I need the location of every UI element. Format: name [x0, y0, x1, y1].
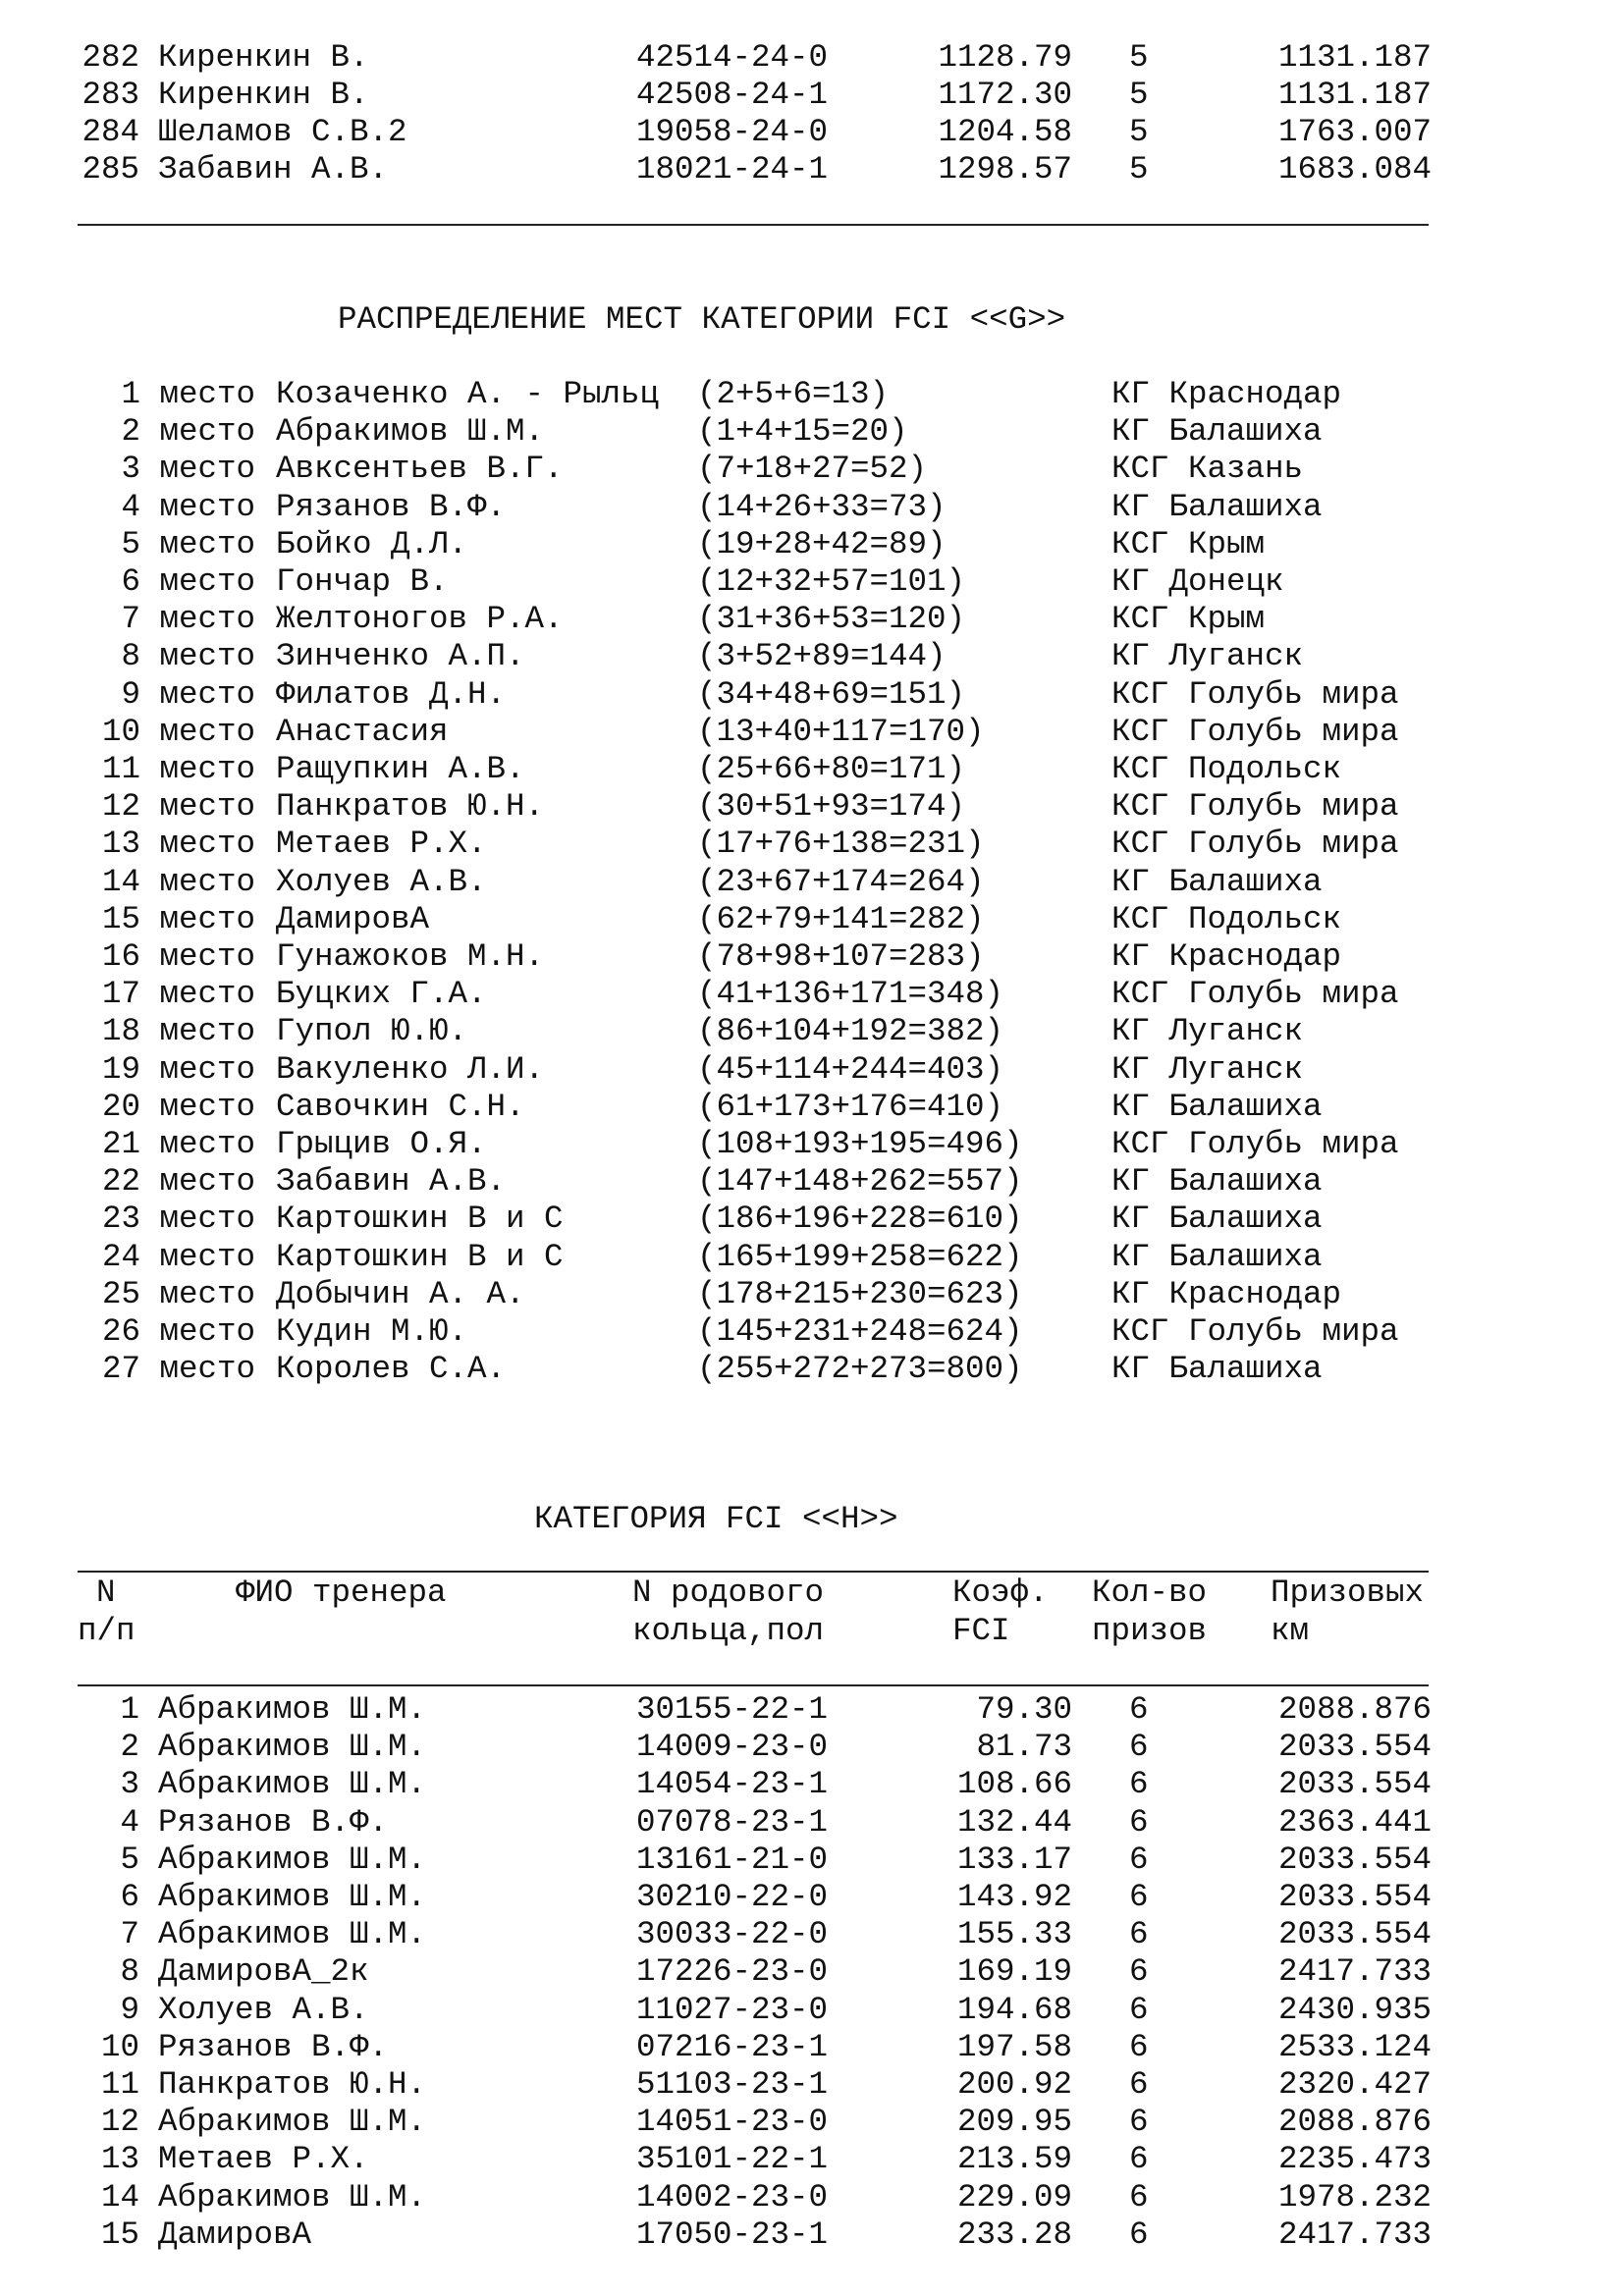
trainer-name: Холуев А.В.	[158, 1991, 369, 2028]
prizes-count: 6	[1129, 1841, 1149, 1878]
points-sum: (78+98+107=283)	[697, 938, 985, 975]
row-number: 6	[120, 1879, 139, 1915]
club: КГ Краснодар	[1111, 1275, 1342, 1312]
fci-coefficient: 169.19	[956, 1953, 1072, 1991]
prize-km: 1131.187	[1277, 39, 1432, 76]
header-trainer-name: ФИО тренера	[236, 1575, 447, 1611]
club: КСГ Крым	[1111, 601, 1266, 638]
club: КСГ Голубь мира	[1111, 675, 1399, 713]
ring-number: 35101-22-1	[636, 2141, 829, 2178]
prize-km: 2363.441	[1277, 1803, 1432, 1841]
club: КСГ Голубь мира	[1111, 1126, 1399, 1162]
fci-coefficient: 194.68	[956, 1991, 1072, 2028]
pigeon-owner: Желтоногов Р.А.	[276, 601, 564, 638]
points-sum: (30+51+93=174)	[697, 788, 966, 826]
header-ring-sub: кольца,пол	[632, 1613, 825, 1649]
points-sum: (62+79+141=282)	[697, 900, 985, 937]
trainer-name: Абракимов Ш.М.	[158, 2104, 427, 2141]
place: 25 место	[101, 1275, 255, 1312]
fci-coefficient: 229.09	[956, 2178, 1072, 2216]
trainer-name: Забавин А.В.	[158, 151, 389, 187]
fci-coefficient: 132.44	[956, 1803, 1072, 1841]
header-top-rule	[78, 1571, 1429, 1573]
pigeon-owner: Метаев Р.Х.	[276, 826, 487, 863]
trainer-name: Киренкин В.	[158, 77, 369, 113]
pigeon-owner: Грыцив О.Я.	[276, 1126, 487, 1162]
place: 3 место	[121, 451, 255, 488]
header-fci-sub: FCI	[952, 1613, 1010, 1649]
club: КГ Балашиха	[1111, 1351, 1323, 1388]
pigeon-owner: Кудин М.Ю.	[276, 1313, 468, 1350]
row-number: 13	[100, 2141, 139, 2178]
club: КГ Балашиха	[1111, 1201, 1323, 1238]
pigeon-owner: Панкратов Ю.Н.	[276, 788, 545, 826]
place: 14 место	[101, 863, 255, 900]
trainer-name: Метаев Р.Х.	[158, 2141, 369, 2178]
trainer-name: Абракимов Ш.М.	[158, 1766, 427, 1803]
header-prizes-count: Кол-во	[1092, 1575, 1208, 1611]
row-number: 285	[81, 151, 139, 187]
row-number: 5	[120, 1841, 139, 1878]
club: КГ Балашиха	[1111, 1163, 1323, 1201]
ring-number: 14054-23-1	[636, 1766, 829, 1803]
pigeon-owner: ДамировА	[276, 900, 430, 937]
place: 26 место	[101, 1313, 255, 1350]
fci-coefficient: 79.30	[976, 1691, 1072, 1728]
points-sum: (3+52+89=144)	[697, 638, 947, 675]
prize-km: 1683.084	[1277, 151, 1432, 187]
place: 20 место	[101, 1088, 255, 1125]
prizes-count: 6	[1129, 1953, 1149, 1991]
club: КГ Луганск	[1111, 1050, 1304, 1088]
ring-number: 30033-22-0	[636, 1916, 829, 1953]
prizes-count: 6	[1129, 1803, 1149, 1841]
trainer-name: Абракимов Ш.М.	[158, 1841, 427, 1878]
fci-coefficient: 209.95	[956, 2104, 1072, 2141]
header-number-sub: п/п	[78, 1613, 135, 1649]
place: 2 место	[121, 413, 255, 451]
prizes-count: 6	[1129, 2216, 1149, 2253]
points-sum: (12+32+57=101)	[697, 563, 966, 600]
trainer-name: Рязанов В.Ф.	[158, 2028, 389, 2065]
prize-km: 1978.232	[1277, 2178, 1432, 2216]
row-number: 284	[81, 114, 139, 150]
row-number: 15	[100, 2216, 139, 2253]
fci-coefficient: 81.73	[976, 1729, 1072, 1766]
prizes-count: 5	[1129, 114, 1149, 150]
trainer-name: Панкратов Ю.Н.	[158, 2066, 427, 2103]
club: КГ Краснодар	[1111, 938, 1342, 975]
points-sum: (13+40+117=170)	[697, 713, 985, 750]
ring-number: 19058-24-0	[636, 114, 829, 150]
points-sum: (61+173+176=410)	[697, 1088, 1004, 1125]
prize-km: 2033.554	[1277, 1766, 1432, 1803]
place: 10 место	[101, 713, 255, 750]
place: 6 место	[121, 563, 255, 600]
place: 13 место	[101, 826, 255, 863]
prizes-count: 6	[1129, 1916, 1149, 1953]
pigeon-owner: Гунажоков М.Н.	[276, 938, 545, 975]
prize-km: 1763.007	[1277, 114, 1432, 150]
ring-number: 11027-23-0	[636, 1991, 829, 2028]
points-sum: (165+199+258=622)	[697, 1238, 1023, 1275]
ring-number: 14002-23-0	[636, 2178, 829, 2216]
place: 16 место	[101, 938, 255, 975]
prize-km: 2088.876	[1277, 2104, 1432, 2141]
pigeon-owner: Анастасия	[276, 713, 449, 750]
fci-coefficient: 133.17	[956, 1841, 1072, 1878]
points-sum: (186+196+228=610)	[697, 1201, 1023, 1238]
trainer-name: Киренкин В.	[158, 39, 369, 76]
pigeon-owner: Буцких Г.А.	[276, 976, 487, 1013]
points-sum: (2+5+6=13)	[697, 376, 890, 412]
trainer-name: Абракимов Ш.М.	[158, 1879, 427, 1915]
points-sum: (145+231+248=624)	[697, 1313, 1023, 1350]
prizes-count: 6	[1129, 1879, 1149, 1915]
prizes-count: 5	[1129, 151, 1149, 187]
points-sum: (41+136+171=348)	[697, 976, 1004, 1013]
header-bottom-rule	[78, 1684, 1429, 1686]
pigeon-owner: Зинченко А.П.	[276, 638, 525, 675]
fci-coefficient: 200.92	[956, 2066, 1072, 2103]
club: КГ Луганск	[1111, 638, 1304, 675]
row-number: 7	[120, 1916, 139, 1953]
place: 7 место	[121, 601, 255, 638]
ring-number: 14009-23-0	[636, 1729, 829, 1766]
header-number: N	[96, 1575, 116, 1611]
points-sum: (19+28+42=89)	[697, 525, 947, 562]
row-number: 4	[120, 1803, 139, 1841]
prizes-count: 6	[1129, 1691, 1149, 1728]
trainer-name: Абракимов Ш.М.	[158, 1729, 427, 1766]
points-sum: (108+193+195=496)	[697, 1126, 1023, 1162]
pigeon-owner: Гупол Ю.Ю.	[276, 1013, 468, 1050]
fci-coefficient: 1172.30	[938, 77, 1072, 113]
prizes-count: 6	[1129, 2028, 1149, 2065]
points-sum: (17+76+138=231)	[697, 826, 985, 863]
prizes-count: 5	[1129, 39, 1149, 76]
ring-number: 30155-22-1	[636, 1691, 829, 1728]
prize-km: 2235.473	[1277, 2141, 1432, 2178]
trainer-name: Шеламов С.В.2	[158, 114, 407, 150]
prize-km: 2088.876	[1277, 1691, 1432, 1728]
prize-km: 2033.554	[1277, 1879, 1432, 1915]
trainer-name: Абракимов Ш.М.	[158, 2178, 427, 2216]
place: 11 место	[101, 751, 255, 787]
place: 17 место	[101, 976, 255, 1013]
club: КГ Балашиха	[1111, 1238, 1323, 1275]
place: 18 место	[101, 1013, 255, 1050]
prize-km: 2417.733	[1277, 1953, 1432, 1991]
club: КГ Балашиха	[1111, 413, 1323, 451]
pigeon-owner: Картошкин В и С	[276, 1238, 564, 1275]
points-sum: (34+48+69=151)	[697, 675, 966, 713]
club: КСГ Казань	[1111, 451, 1304, 488]
fci-coefficient: 143.92	[956, 1879, 1072, 1915]
club: КСГ Голубь мира	[1111, 788, 1399, 826]
ring-number: 07078-23-1	[636, 1803, 829, 1841]
row-number: 8	[120, 1953, 139, 1991]
place: 22 место	[101, 1163, 255, 1201]
fci-coefficient: 197.58	[956, 2028, 1072, 2065]
fci-coefficient: 155.33	[956, 1916, 1072, 1953]
place: 12 место	[101, 788, 255, 826]
club: КГ Донецк	[1111, 563, 1284, 600]
club: КГ Луганск	[1111, 1013, 1304, 1050]
ring-number: 14051-23-0	[636, 2104, 829, 2141]
points-sum: (147+148+262=557)	[697, 1163, 1023, 1201]
pigeon-owner: Козаченко А. - Рыльц	[276, 376, 660, 412]
points-sum: (178+215+230=623)	[697, 1275, 1023, 1312]
fci-coefficient: 233.28	[956, 2216, 1072, 2253]
row-number: 2	[120, 1729, 139, 1766]
ring-number: 17050-23-1	[636, 2216, 829, 2253]
prize-km: 2033.554	[1277, 1729, 1432, 1766]
prizes-count: 6	[1129, 1766, 1149, 1803]
points-sum: (31+36+53=120)	[697, 601, 966, 638]
points-sum: (25+66+80=171)	[697, 751, 966, 787]
pigeon-owner: Добычин А. А.	[276, 1275, 525, 1312]
points-sum: (23+67+174=264)	[697, 863, 985, 900]
club: КСГ Голубь мира	[1111, 976, 1399, 1013]
ring-number: 51103-23-1	[636, 2066, 829, 2103]
prizes-count: 6	[1129, 2066, 1149, 2103]
prize-km: 2033.554	[1277, 1916, 1432, 1953]
prize-km: 2320.427	[1277, 2066, 1432, 2103]
points-sum: (45+114+244=403)	[697, 1050, 1004, 1088]
pigeon-owner: Бойко Д.Л.	[276, 525, 468, 562]
prize-km: 2417.733	[1277, 2216, 1432, 2253]
header-prizes-sub: призов	[1092, 1613, 1208, 1649]
trainer-name: ДамировА	[158, 2216, 312, 2253]
club: КСГ Голубь мира	[1111, 826, 1399, 863]
place: 9 место	[121, 675, 255, 713]
points-sum: (86+104+192=382)	[697, 1013, 1004, 1050]
place: 21 место	[101, 1126, 255, 1162]
prize-km: 1131.187	[1277, 77, 1432, 113]
ring-number: 30210-22-0	[636, 1879, 829, 1915]
pigeon-owner: Забавин А.В.	[276, 1163, 507, 1201]
row-number: 12	[100, 2104, 139, 2141]
header-prize-km: Призовых	[1271, 1575, 1425, 1611]
row-number: 9	[120, 1991, 139, 2028]
row-number: 1	[120, 1691, 139, 1728]
trainer-name: Абракимов Ш.М.	[158, 1691, 427, 1728]
ring-number: 13161-21-0	[636, 1841, 829, 1878]
place: 1 место	[121, 376, 255, 412]
trainer-name: ДамировА_2к	[158, 1953, 369, 1991]
fci-coefficient: 108.66	[956, 1766, 1072, 1803]
place: 8 место	[121, 638, 255, 675]
header-fci-coefficient: Коэф.	[952, 1575, 1049, 1611]
fci-coefficient: 213.59	[956, 2141, 1072, 2178]
row-number: 10	[100, 2028, 139, 2065]
fci-coefficient: 1128.79	[938, 39, 1072, 76]
pigeon-owner: Ращупкин А.В.	[276, 751, 525, 787]
row-number: 14	[100, 2178, 139, 2216]
pigeon-owner: Авксентьев В.Г.	[276, 451, 564, 488]
prize-km: 2533.124	[1277, 2028, 1432, 2065]
points-sum: (255+272+273=800)	[697, 1351, 1023, 1388]
pigeon-owner: Абракимов Ш.М.	[276, 413, 545, 451]
header-km-sub: км	[1271, 1613, 1310, 1649]
row-number: 283	[81, 77, 139, 113]
club: КСГ Голубь мира	[1111, 713, 1399, 750]
pigeon-owner: Картошкин В и С	[276, 1201, 564, 1238]
place: 27 место	[101, 1351, 255, 1388]
prizes-count: 5	[1129, 77, 1149, 113]
club: КСГ Подольск	[1111, 900, 1342, 937]
place: 23 место	[101, 1201, 255, 1238]
place: 15 место	[101, 900, 255, 937]
prizes-count: 6	[1129, 2178, 1149, 2216]
distribution-title: РАСПРЕДЕЛЕНИЕ МЕСТ КАТЕГОРИИ FCI <<G>>	[338, 301, 1066, 338]
club: КСГ Подольск	[1111, 751, 1342, 787]
points-sum: (1+4+15=20)	[697, 413, 908, 451]
place: 19 место	[101, 1050, 255, 1088]
fci-coefficient: 1298.57	[938, 151, 1072, 187]
pigeon-owner: Королев С.А.	[276, 1351, 507, 1388]
row-number: 282	[81, 39, 139, 76]
ring-number: 07216-23-1	[636, 2028, 829, 2065]
club: КГ Балашиха	[1111, 863, 1323, 900]
place: 4 место	[121, 488, 255, 525]
pigeon-owner: Вакуленко Л.И.	[276, 1050, 545, 1088]
prizes-count: 6	[1129, 1991, 1149, 2028]
prize-km: 2430.935	[1277, 1991, 1432, 2028]
points-sum: (7+18+27=52)	[697, 451, 928, 488]
pigeon-owner: Савочкин С.Н.	[276, 1088, 525, 1125]
pigeon-owner: Рязанов В.Ф.	[276, 488, 507, 525]
club: КГ Балашиха	[1111, 488, 1323, 525]
prizes-count: 6	[1129, 1729, 1149, 1766]
pigeon-owner: Холуев А.В.	[276, 863, 487, 900]
ring-number: 42514-24-0	[636, 39, 829, 76]
club: КГ Балашиха	[1111, 1088, 1323, 1125]
ring-number: 17226-23-0	[636, 1953, 829, 1991]
ring-number: 42508-24-1	[636, 77, 829, 113]
ring-number: 18021-24-1	[636, 151, 829, 187]
trainer-name: Абракимов Ш.М.	[158, 1916, 427, 1953]
row-number: 3	[120, 1766, 139, 1803]
table-bottom-rule	[78, 224, 1429, 226]
header-ring-number: N родового	[632, 1575, 825, 1611]
place: 24 место	[101, 1238, 255, 1275]
points-sum: (14+26+33=73)	[697, 488, 947, 525]
prize-km: 2033.554	[1277, 1841, 1432, 1878]
club: КСГ Голубь мира	[1111, 1313, 1399, 1350]
prizes-count: 6	[1129, 2141, 1149, 2178]
row-number: 11	[100, 2066, 139, 2103]
prizes-count: 6	[1129, 2104, 1149, 2141]
pigeon-owner: Гончар В.	[276, 563, 449, 600]
trainer-name: Рязанов В.Ф.	[158, 1803, 389, 1841]
club: КСГ Крым	[1111, 525, 1266, 562]
category-h-title: КАТЕГОРИЯ FCI <<H>>	[534, 1501, 898, 1537]
pigeon-owner: Филатов Д.Н.	[276, 675, 507, 713]
club: КГ Краснодар	[1111, 376, 1342, 412]
place: 5 место	[121, 525, 255, 562]
fci-coefficient: 1204.58	[938, 114, 1072, 150]
